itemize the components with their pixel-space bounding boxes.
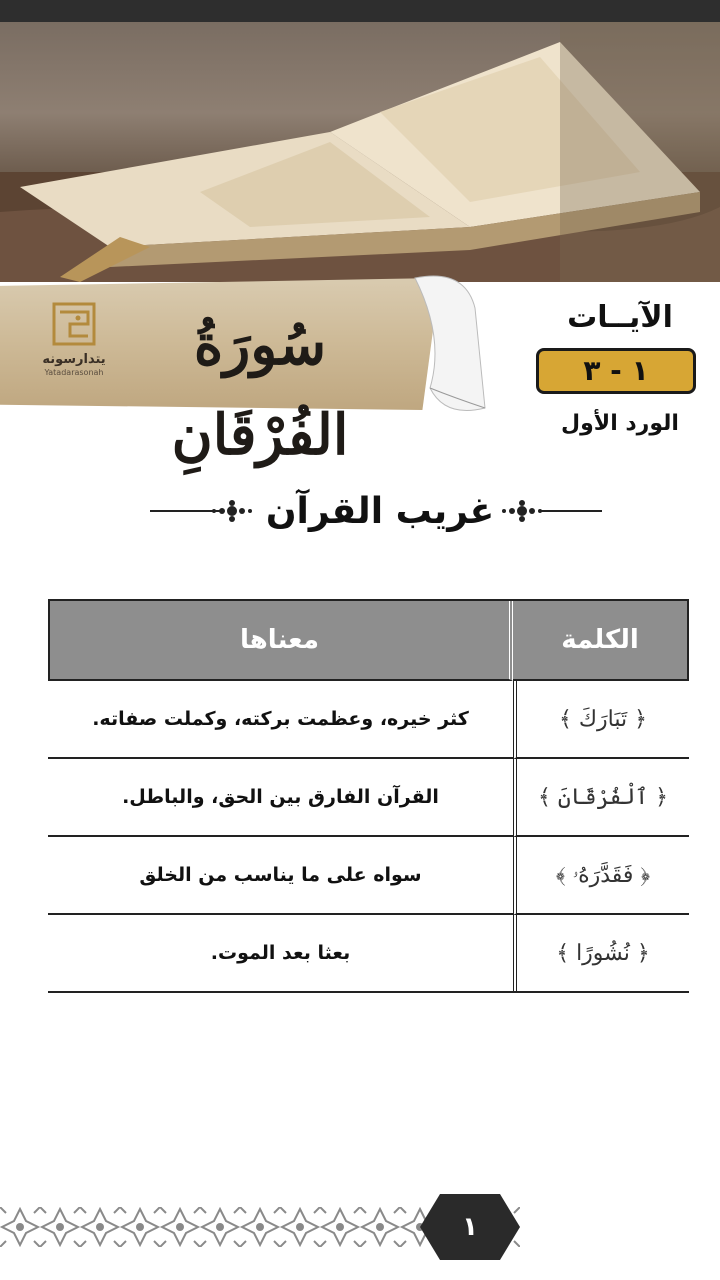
- ornament-icon: [210, 498, 254, 524]
- word-cell: ﴿ ٱلْفُرْقَانَ ﴾: [513, 759, 689, 837]
- section-title: غريب القرآن: [265, 491, 495, 532]
- logo: [32, 300, 116, 400]
- page-number: ١: [462, 1212, 478, 1242]
- ornament-icon: [500, 498, 544, 524]
- meaning-cell: القرآن الفارق بين الحق، والباطل.: [48, 759, 513, 837]
- meaning-cell: سواه على ما يناسب من الخلق: [48, 837, 513, 915]
- word-cell: ﴿ نُشُورًا ﴾: [513, 915, 689, 991]
- pattern-border-icon: [0, 1186, 720, 1268]
- table-row: [48, 915, 689, 991]
- ayat-range: ١ - ٣: [536, 348, 696, 394]
- top-bar: [0, 0, 720, 22]
- table-row: [48, 837, 689, 915]
- logo-english-text: Yatadarasonah: [44, 368, 104, 377]
- logo-mark-icon: [48, 300, 100, 348]
- word-cell: ﴿ فَقَدَّرَهُۥ ﴾: [513, 837, 689, 915]
- logo-arabic-text: يتدارسونه: [42, 352, 106, 367]
- quran-book-image: [0, 22, 720, 282]
- header-word: الكلمة: [513, 601, 689, 681]
- meaning-cell: كثر خيره، وعظمت بركته، وكملت صفاته.: [48, 681, 513, 759]
- header-meaning: معناها: [48, 601, 513, 681]
- ornament-line-right: [540, 510, 602, 512]
- table-row: [48, 681, 689, 759]
- meaning-cell: بعثا بعد الموت.: [210, 942, 351, 964]
- word-cell: ﴿ تَبَارَكَ ﴾: [513, 681, 689, 759]
- table-row: [48, 759, 689, 837]
- surah-title: سُورَةُ الفُرْقَانِ: [171, 312, 349, 468]
- table-header-row: [48, 601, 689, 681]
- vocabulary-table: [48, 599, 689, 993]
- ayat-label: الآيــات: [567, 300, 673, 335]
- page-curl-icon: [405, 268, 500, 418]
- wird-label: الورد الأول: [561, 411, 679, 436]
